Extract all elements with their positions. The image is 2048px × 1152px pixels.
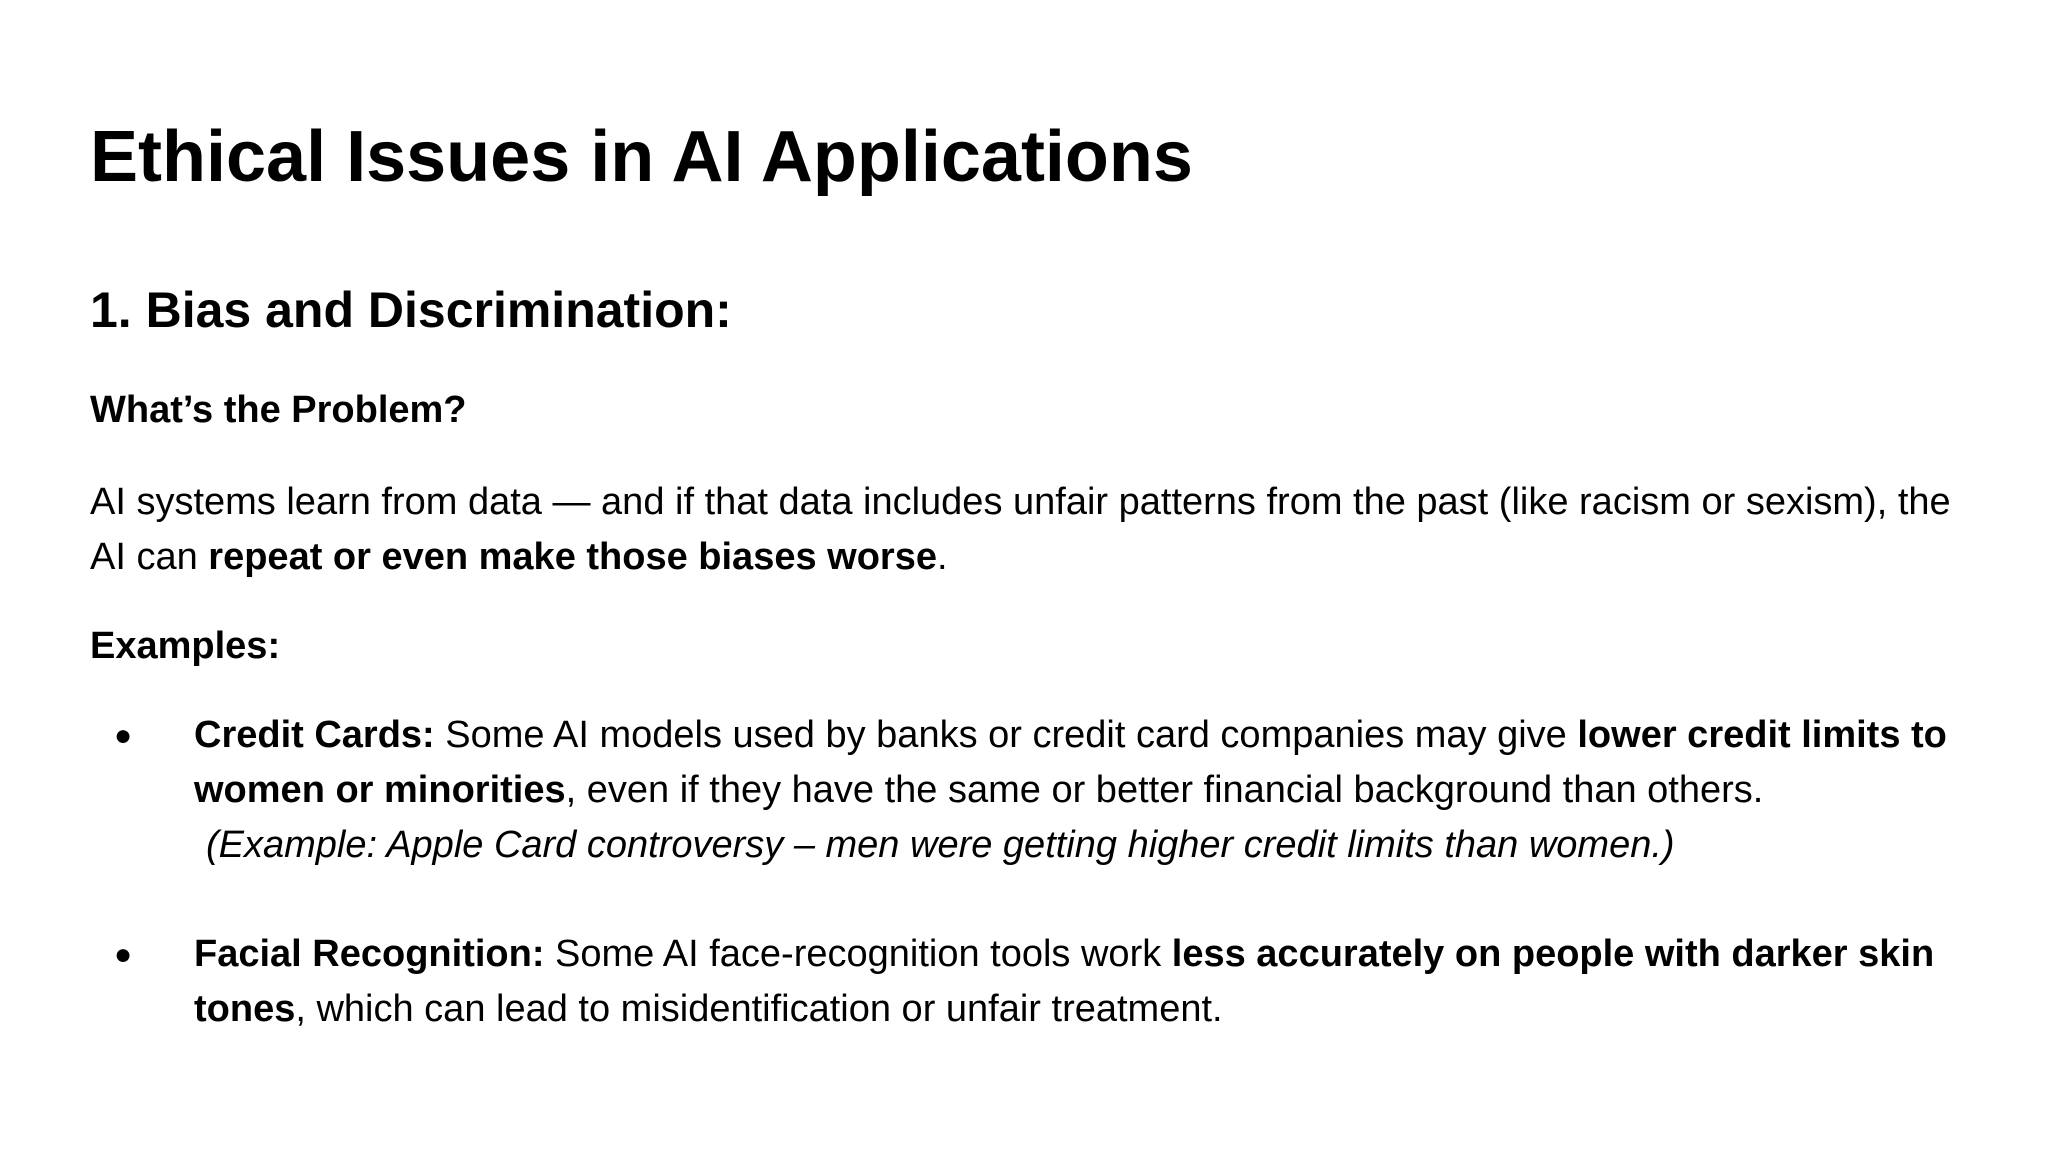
problem-text: AI systems learn from data — and if that data includes unfair patterns from the past (like racism or sexism), the AI can <box>90 481 1951 578</box>
example-emphasis: less accurately on people with darker skin tones <box>194 933 1935 1030</box>
example-emphasis: lower credit limits to women or minorities <box>194 714 1947 811</box>
examples-heading: Examples: <box>90 625 281 667</box>
problem-heading: What’s the Problem? <box>90 389 467 431</box>
example-text-continued: , which can lead to misidentification or unfair treatment. <box>295 988 1223 1030</box>
example-note: (Example: Apple Card controversy – men were getting higher credit limits than women.) <box>206 824 1675 866</box>
section-heading: 1. Bias and Discrimination: <box>90 282 732 338</box>
bullet-icon: ● <box>114 938 133 971</box>
bullet-icon: ● <box>114 719 133 752</box>
example-text-continued: , even if they have the same or better financial background than others. <box>565 769 1764 811</box>
problem-text-emphasis: repeat or even make those biases worse <box>208 536 937 578</box>
example-facial-recognition <box>0 927 1974 1037</box>
problem-paragraph <box>90 475 1970 585</box>
example-label: Credit Cards: <box>194 714 435 756</box>
example-label: Facial Recognition: <box>194 933 545 975</box>
example-text: Some AI face-recognition tools work <box>544 933 1172 975</box>
example-text: Some AI models used by banks or credit card companies may give <box>434 714 1578 756</box>
problem-text-end: . <box>936 536 948 578</box>
example-credit-cards <box>0 708 1974 873</box>
slide-title: Ethical Issues in AI Applications <box>90 117 1193 197</box>
examples-list <box>0 708 2048 1037</box>
